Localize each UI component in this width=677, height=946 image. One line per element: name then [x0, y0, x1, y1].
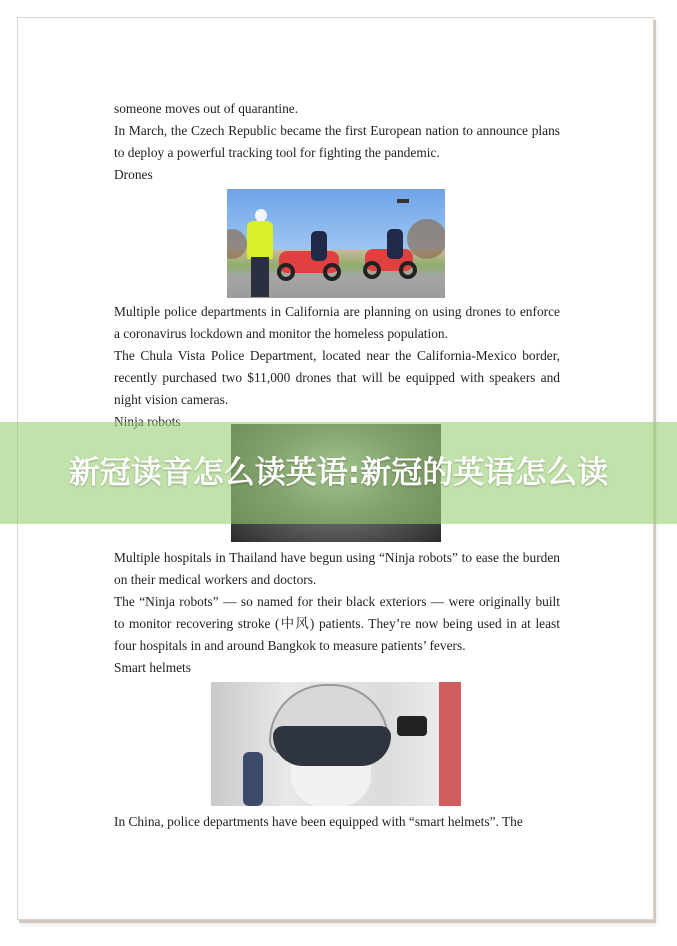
paragraph-ninja-origin: The “Ninja robots” — so named for their black exteriors — were originally built to monitor recovering stroke (中风) patients. They’re now being used in at least four hospitals in and around Bangkok to measure patients’ fevers.	[114, 594, 560, 653]
paragraph-thailand: Multiple hospitals in Thailand have begun using “Ninja robots” to ease the burden on their medical workers and doctors.	[114, 550, 560, 587]
paragraph-czech: In March, the Czech Republic became the first European nation to announce plans to deploy a powerful tracking tool for fighting the pandemic.	[114, 123, 560, 160]
heading-drones: Drones	[114, 167, 153, 182]
text-block-helmets	[114, 811, 560, 833]
text-block-ninja	[114, 547, 560, 679]
paragraph-chula-vista: The Chula Vista Police Department, located near the California-Mexico border, recently purchased two $11,000 drones that will be equipped with speakers and night vision cameras.	[114, 348, 560, 407]
camera-icon	[397, 716, 427, 736]
title-banner	[0, 422, 677, 524]
paragraph-quarantine: someone moves out of quarantine.	[114, 101, 299, 116]
heading-smart-helmets: Smart helmets	[114, 660, 191, 675]
text-block-top	[114, 98, 560, 186]
text-block-drones	[114, 301, 560, 433]
banner-title: 新冠读音怎么读英语:新冠的英语怎么读	[68, 455, 609, 491]
paragraph-california: Multiple police departments in California are planning on using drones to enforce a coronavirus lockdown and monitor the homeless population.	[114, 304, 560, 341]
police-drone-photo	[227, 189, 445, 298]
paragraph-china-police: In China, police departments have been equipped with “smart helmets”. The	[114, 814, 523, 829]
smart-helmet-photo	[211, 682, 461, 806]
drone-icon	[397, 199, 409, 203]
